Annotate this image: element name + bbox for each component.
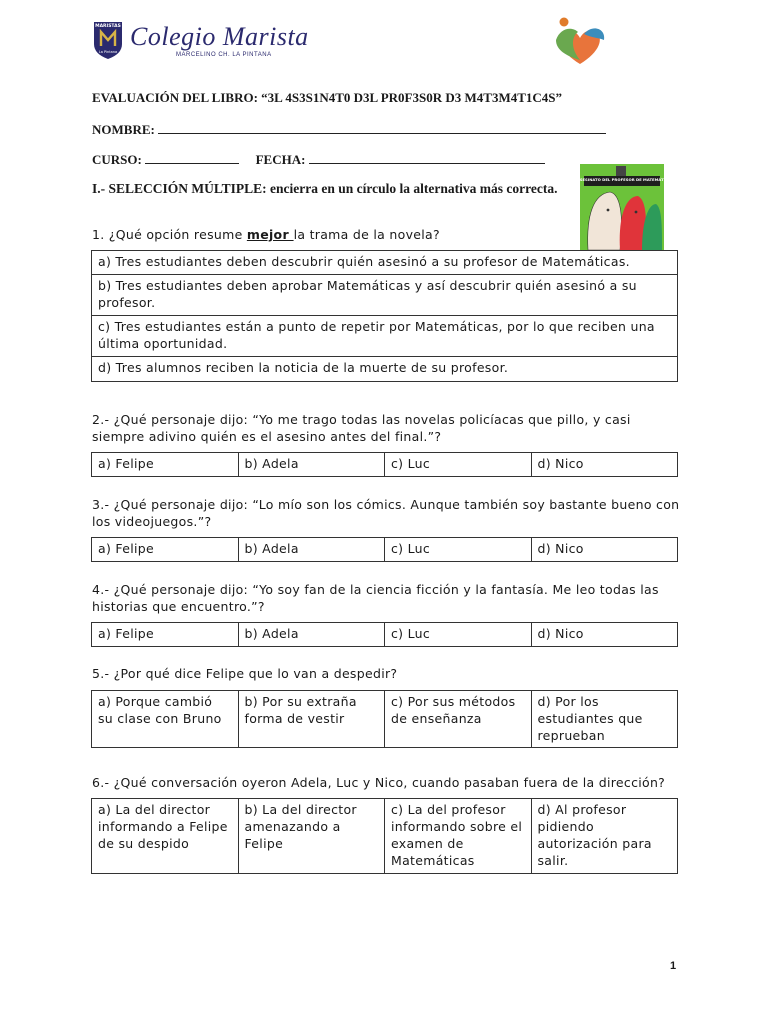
- q3-option-b[interactable]: b) Adela: [238, 538, 385, 562]
- q2-option-c[interactable]: c) Luc: [385, 453, 532, 477]
- q3-option-a[interactable]: a) Felipe: [92, 538, 239, 562]
- q3-option-c[interactable]: c) Luc: [385, 538, 532, 562]
- question-1-text-before: 1. ¿Qué opción resume: [92, 227, 247, 242]
- heart-leaf-logo: [550, 14, 610, 68]
- q6-option-d[interactable]: d) Al profesor pidiendo autorización para salir.: [531, 799, 678, 874]
- q5-option-a[interactable]: a) Porque cambió su clase con Bruno: [92, 691, 239, 748]
- q1-option-a[interactable]: a) Tres estudiantes deben descubrir quién asesinó a su profesor de Matemáticas.: [92, 251, 678, 275]
- q6-option-c[interactable]: c) La del profesor informando sobre el examen de Matemáticas: [385, 799, 532, 874]
- question-1-emphasis: mejor: [246, 227, 294, 242]
- q5-option-b[interactable]: b) Por su extraña forma de vestir: [238, 691, 385, 748]
- question-4: 4.- ¿Qué personaje dijo: “Yo soy fan de la ciencia ficción y la fantasía. Me leo todas las historias que encuentro.”?: [92, 582, 659, 614]
- question-5-options: [91, 690, 678, 748]
- question-1: [92, 226, 682, 243]
- crest-sub: La Pintana: [98, 50, 118, 54]
- cover-title: EL ASESINATO DEL PROFESOR DE MATEMÁTICAS: [570, 177, 674, 182]
- school-crest-logo: [92, 16, 124, 60]
- q4-option-c[interactable]: c) Luc: [385, 623, 532, 647]
- question-6: 6.- ¿Qué conversación oyeron Adela, Luc y Nico, cuando pasaban fuera de la dirección?: [92, 775, 666, 790]
- q6-option-b[interactable]: b) La del director amenazando a Felipe: [238, 799, 385, 874]
- question-3-options: [91, 537, 678, 562]
- section-heading: I.- SELECCIÓN MÚLTIPLE: encierra en un círculo la alternativa más correcta.: [92, 181, 558, 196]
- q2-option-b[interactable]: b) Adela: [238, 453, 385, 477]
- course-blank-line[interactable]: [145, 151, 239, 164]
- question-1-options: [91, 250, 678, 382]
- q3-option-d[interactable]: d) Nico: [531, 538, 678, 562]
- date-label: FECHA:: [255, 152, 306, 167]
- question-2-options: [91, 452, 678, 477]
- q5-option-d[interactable]: d) Por los estudiantes que reprueban: [531, 691, 678, 748]
- crest-text: MARISTAS: [95, 24, 121, 29]
- course-label: CURSO:: [92, 152, 142, 167]
- q2-option-d[interactable]: d) Nico: [531, 453, 678, 477]
- question-5: 5.- ¿Por qué dice Felipe que lo van a despedir?: [92, 666, 398, 681]
- school-subtitle: MARCELINO CH. LA PINTANA: [176, 52, 272, 58]
- question-2: 2.- ¿Qué personaje dijo: “Yo me trago todas las novelas policíacas que pillo, y casi siempre adivino quién es el asesino antes del final.”?: [92, 412, 631, 444]
- question-6-options: [91, 798, 678, 874]
- course-date-row: [92, 151, 545, 168]
- q1-option-b[interactable]: b) Tres estudiantes deben aprobar Matemáticas y así descubrir quién asesinó a su profesor.: [92, 275, 678, 316]
- name-label: NOMBRE:: [92, 122, 155, 137]
- q2-option-a[interactable]: a) Felipe: [92, 453, 239, 477]
- q1-option-d[interactable]: d) Tres alumnos reciben la noticia de la muerte de su profesor.: [92, 357, 678, 382]
- q4-option-b[interactable]: b) Adela: [238, 623, 385, 647]
- exam-title: EVALUACIÓN DEL LIBRO: “3L 4S3S1N4T0 D3L PR0F3S0R D3 M4T3M4T1C4S”: [92, 90, 562, 105]
- date-blank-line[interactable]: [309, 151, 545, 164]
- q5-option-c[interactable]: c) Por sus métodos de enseñanza: [385, 691, 532, 748]
- name-field-row: [92, 121, 606, 138]
- q4-option-d[interactable]: d) Nico: [531, 623, 678, 647]
- page-number: 1: [670, 960, 677, 972]
- question-3: 3.- ¿Qué personaje dijo: “Lo mío son los cómics. Aunque también soy bastante bueno con los videojuegos.”?: [92, 497, 680, 529]
- question-4-options: [91, 622, 678, 647]
- q1-option-c[interactable]: c) Tres estudiantes están a punto de repetir por Matemáticas, por lo que reciben una última oportunidad.: [92, 316, 678, 357]
- question-1-text-after: la trama de la novela?: [293, 227, 440, 242]
- school-name: Colegio Marista: [130, 22, 309, 51]
- q6-option-a[interactable]: a) La del director informando a Felipe de su despido: [92, 799, 239, 874]
- q4-option-a[interactable]: a) Felipe: [92, 623, 239, 647]
- name-blank-line[interactable]: [158, 121, 606, 134]
